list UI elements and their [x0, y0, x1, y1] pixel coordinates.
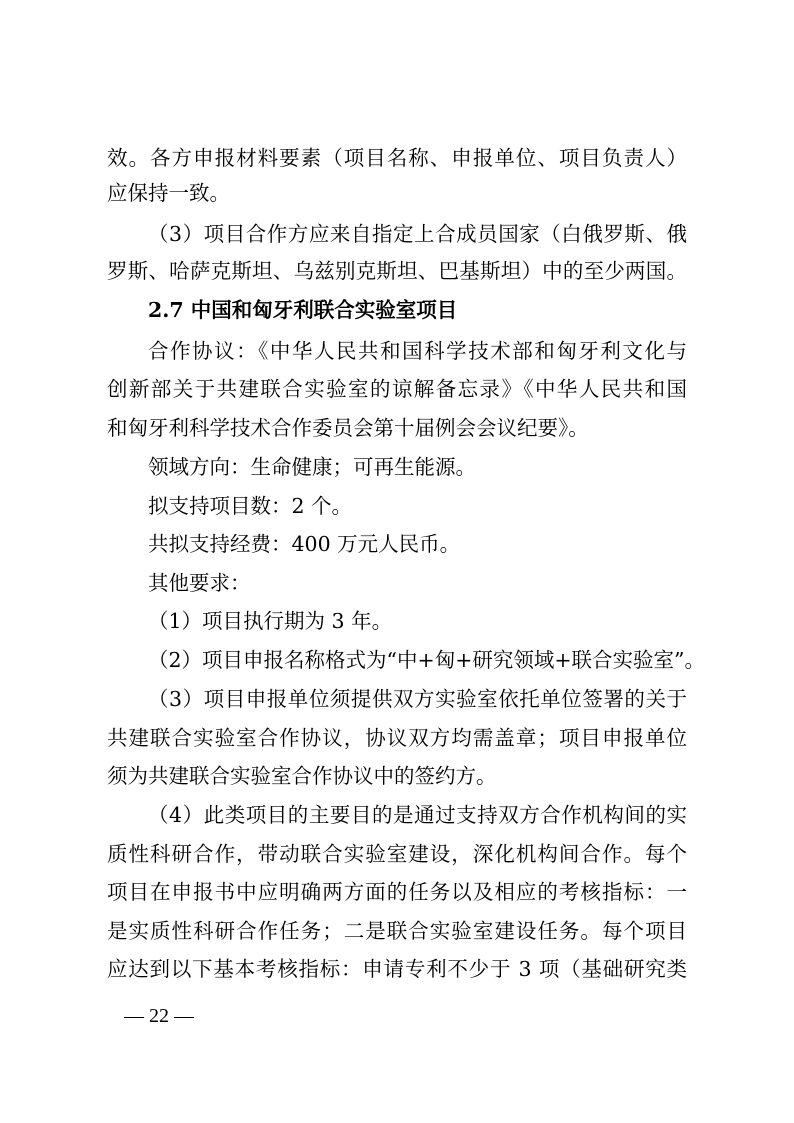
- text-line: 罗斯、哈萨克斯坦、乌兹别克斯坦、巴基斯坦）中的至少两国。: [107, 259, 687, 283]
- text-line: 应保持一致。: [107, 181, 230, 205]
- text-line: 拟支持项目数：2 个。: [148, 494, 353, 518]
- text-line: 领域方向：生命健康；可再生能源。: [148, 455, 476, 479]
- text-line: 创新部关于共建联合实验室的谅解备忘录》《中华人民共和国: [107, 377, 687, 401]
- text-line: 质性科研合作，带动联合实验室建设，深化机构间合作。每个: [107, 842, 687, 866]
- text-line: 共拟支持经费：400 万元人民币。: [148, 532, 461, 556]
- text-line: 是实质性科研合作任务；二是联合实验室建设任务。每个项目: [107, 919, 687, 943]
- text-line: （3）项目合作方应来自指定上合成员国家（白俄罗斯、俄: [148, 222, 687, 246]
- text-line: 应达到以下基本考核指标：申请专利不少于 3 项（基础研究类: [107, 957, 687, 981]
- text-line: 合作协议：《中华人民共和国科学技术部和匈牙利文化与: [148, 339, 687, 363]
- text-line: 其他要求：: [148, 571, 251, 595]
- page-number: — 22 —: [124, 1005, 194, 1027]
- text-line: 须为共建联合实验室合作协议中的签约方。: [107, 764, 497, 788]
- text-line: （1）项目执行期为 3 年。: [148, 609, 393, 633]
- section-heading: 2.7 中国和匈牙利联合实验室项目: [148, 298, 458, 322]
- text-line: 共建联合实验室合作协议，协议双方均需盖章；项目申报单位: [107, 726, 687, 750]
- text-line: 项目在申报书中应明确两方面的任务以及相应的考核指标：一: [107, 880, 687, 904]
- text-line: （2）项目申报名称格式为“中+匈+研究领域+联合实验室”。: [148, 648, 706, 672]
- text-line: 效。各方申报材料要素（项目名称、申报单位、项目负责人）: [107, 146, 687, 170]
- text-line: 和匈牙利科学技术合作委员会第十届例会会议纪要》。: [107, 416, 589, 440]
- text-line: （3）项目申报单位须提供双方实验室依托单位签署的关于: [148, 687, 687, 711]
- text-line: （4）此类项目的主要目的是通过支持双方合作机构间的实: [148, 803, 687, 827]
